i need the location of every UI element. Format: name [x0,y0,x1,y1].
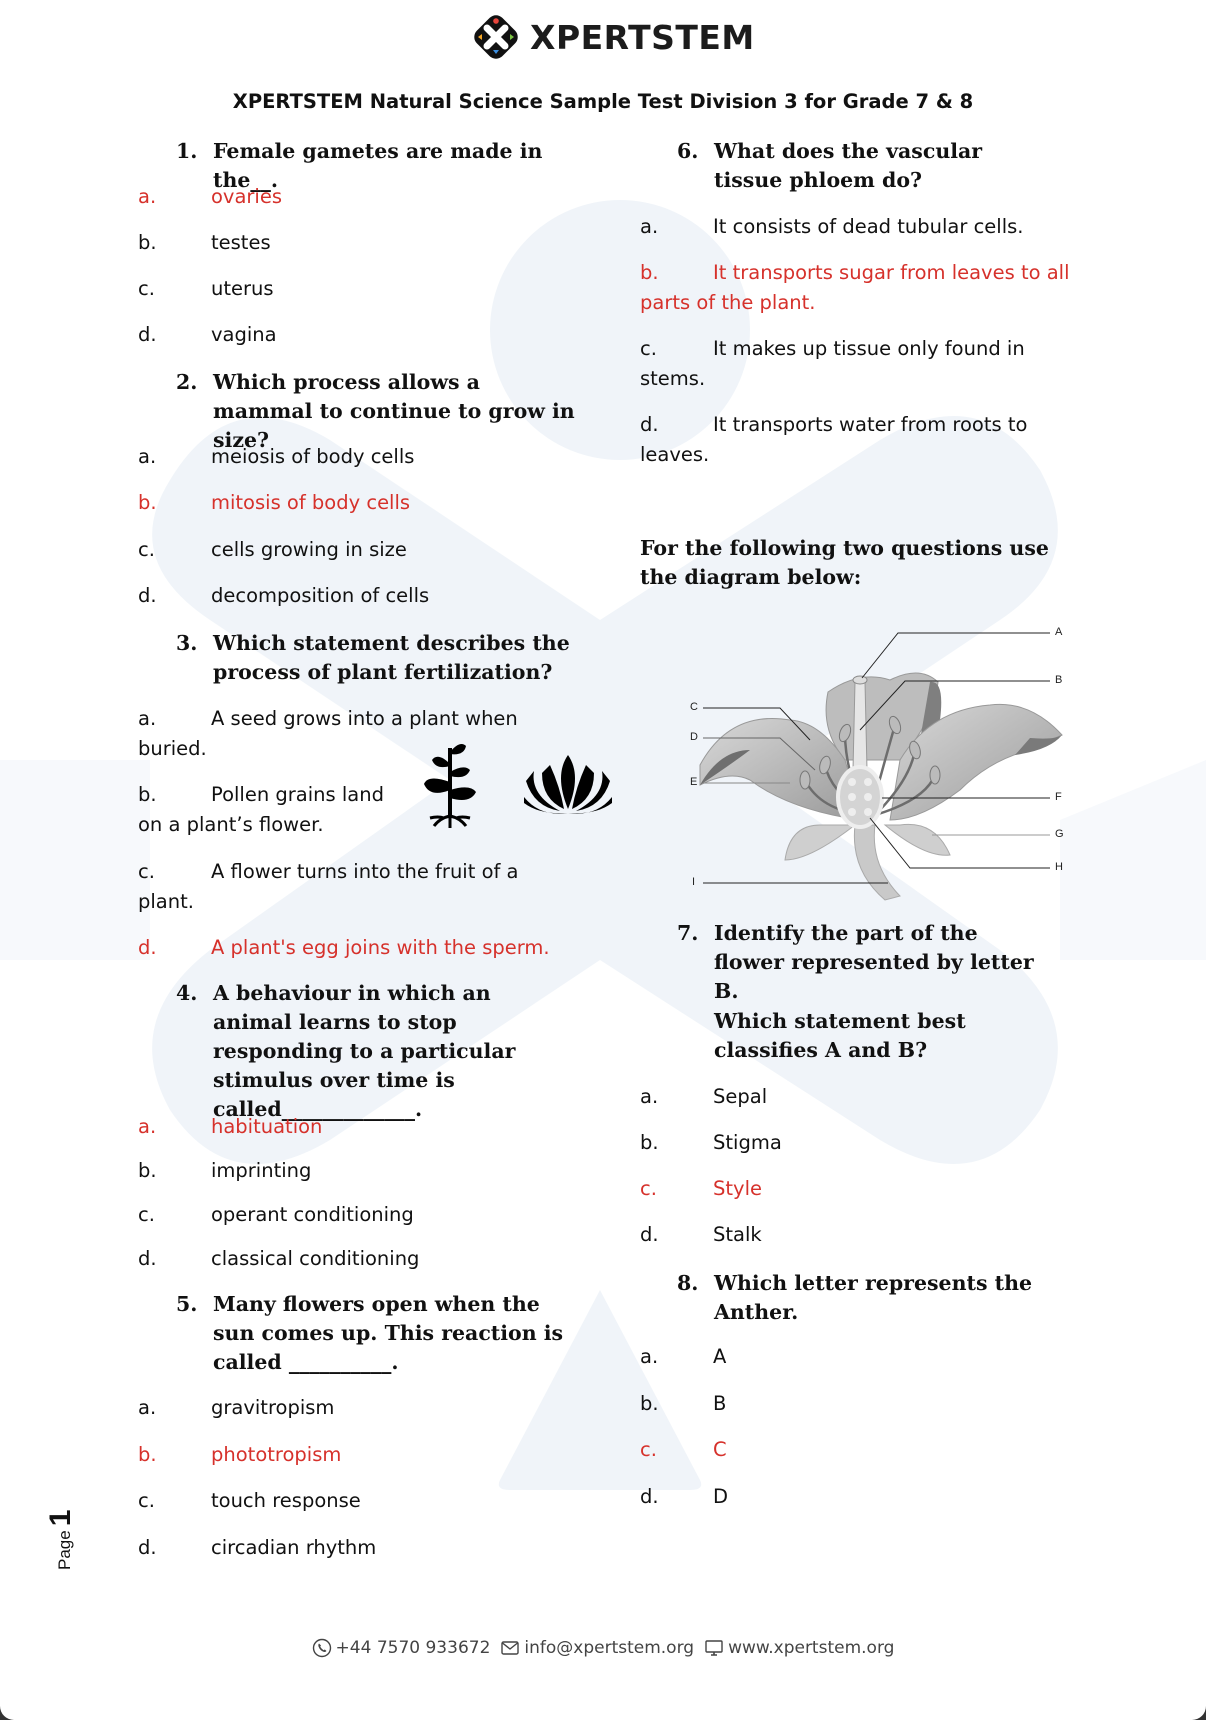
option-letter: c. [640,1177,657,1200]
diagram-label-c: C [690,701,698,713]
question-6 [677,137,1054,195]
website-link[interactable]: www.xpertstem.org [728,1638,895,1658]
option-text-continued: buried. [138,737,207,760]
question-7 [677,919,1054,1006]
answer-option[interactable] [640,1220,1080,1250]
option-letter: a. [640,1345,659,1368]
option-text: testes [211,231,271,254]
email-link[interactable]: info@xpertstem.org [524,1638,695,1658]
option-letter: c. [138,860,155,883]
question-4 [176,979,553,1124]
question-text: Identify the part of the flower represented by letter B. [714,921,1034,1003]
option-text: mitosis of body cells [211,491,411,514]
option-text: meiosis of body cells [211,445,415,468]
option-letter: b. [138,231,157,254]
option-text: D [713,1485,729,1508]
option-text-continued: on a plant’s flower. [138,813,324,836]
footer-contact [0,1638,1206,1658]
option-letter: c. [640,1438,657,1461]
option-text: touch response [211,1489,361,1512]
option-letter: d. [138,1536,157,1559]
option-text: gravitropism [211,1396,335,1419]
question-number: 5. [176,1292,198,1316]
diagram-intro: For the following two questions use the diagram below: [640,536,1049,589]
option-letter: d. [138,323,157,346]
option-letter: b. [640,1392,659,1415]
option-letter: b. [640,261,659,284]
answer-option[interactable] [138,1244,568,1274]
option-text: habituation [211,1115,323,1138]
option-text: Pollen grains land [211,783,384,806]
option-letter: d. [138,584,157,607]
option-letter: a. [138,707,157,730]
question-8 [677,1269,1034,1327]
flower-illustration [670,610,1090,910]
answer-option[interactable] [138,274,568,304]
answer-option[interactable] [138,857,568,917]
page-number-value: 1 [44,1509,77,1527]
diagram-label-f: F [1055,791,1062,803]
answer-option[interactable] [640,1435,1080,1465]
question-number: 6. [677,139,699,163]
footer-email [500,1638,694,1658]
option-text: Sepal [713,1085,768,1108]
option-letter: a. [640,1085,659,1108]
answer-option[interactable] [138,581,568,611]
phone-number[interactable]: +44 7570 933672 [335,1638,491,1658]
answer-option[interactable] [640,212,1080,242]
answer-option[interactable] [138,228,568,258]
question-text: What does the vascular tissue phloem do? [714,139,983,192]
phone-icon [312,1638,332,1658]
answer-option[interactable] [138,780,438,840]
answer-option[interactable] [640,1174,1080,1204]
option-letter: c. [138,277,155,300]
option-letter: d. [138,936,157,959]
option-letter: b. [138,491,157,514]
question-text: A behaviour in which an animal learns to stop responding to a particular stimulus over time is called_____________. [213,981,516,1121]
question-text: Many flowers open when the sun comes up. This reaction is called __________. [213,1292,564,1374]
footer-website [704,1638,894,1658]
diagram-label-e: E [690,776,698,788]
option-letter: b. [138,1443,157,1466]
option-text: It transports water from roots to [713,413,1028,436]
option-letter: c. [138,1203,155,1226]
answer-option[interactable] [138,182,568,212]
question-text: Which process allows a mammal to continue to grow in size? [213,370,575,452]
option-letter: d. [640,1485,659,1508]
option-letter: d. [640,413,659,436]
answer-option[interactable] [138,1440,568,1470]
lotus-icon [520,751,616,815]
footer-phone [312,1638,491,1658]
answer-option[interactable] [640,334,1080,394]
option-text-continued: leaves. [640,443,710,466]
option-text-continued: parts of the plant. [640,291,816,314]
diagram-label-g: G [1055,828,1064,840]
option-text: classical conditioning [211,1247,420,1270]
option-text: vagina [211,323,277,346]
option-text: A [713,1345,727,1368]
option-text: phototropism [211,1443,342,1466]
option-text: B [713,1392,727,1415]
answer-option[interactable] [640,1389,1080,1419]
question-7-subtext: Which statement best classifies A and B? [714,1009,966,1062]
answer-option[interactable] [640,1342,1080,1372]
diagram-label-d: D [690,731,698,743]
option-text: cells growing in size [211,538,407,561]
diagram-label-b: B [1055,674,1063,686]
diagram-label-h: H [1055,861,1063,873]
diagram-label-i: I [692,876,696,888]
question-number: 1. [176,139,198,163]
question-number: 3. [176,631,198,655]
answer-option[interactable] [640,258,1080,318]
answer-option[interactable] [138,1533,568,1563]
question-text: Which statement describes the process of plant fertilization? [213,631,570,684]
mail-icon [500,1638,520,1658]
option-text-continued: stems. [640,367,706,390]
diagram-label-a: A [1055,626,1063,638]
answer-option[interactable] [640,1082,1080,1112]
option-text: It consists of dead tubular cells. [713,215,1024,238]
option-text: imprinting [211,1159,312,1182]
answer-option[interactable] [138,442,568,472]
question-number: 2. [176,370,198,394]
answer-option[interactable] [138,535,568,565]
answer-option[interactable] [640,1128,1080,1158]
option-text: circadian rhythm [211,1536,377,1559]
brand-logo [470,12,755,62]
answer-option[interactable] [138,488,568,518]
option-text: A plant's egg joins with the sperm. [211,936,550,959]
option-text: uterus [211,277,274,300]
option-letter: d. [640,1223,659,1246]
question-3 [176,629,583,687]
seedling-icon [420,738,480,828]
option-text: ovaries [211,185,283,208]
question-number: 7. [677,921,699,945]
option-text: It makes up tissue only found in [713,337,1025,360]
option-text: operant conditioning [211,1203,414,1226]
option-letter: c. [138,1489,155,1512]
page-label: Page [55,1530,74,1570]
option-letter: a. [138,185,157,208]
fertilization-icons [420,738,616,828]
answer-option[interactable] [138,1393,568,1423]
option-letter: a. [138,1396,157,1419]
answer-option[interactable] [138,1112,568,1142]
option-text: C [713,1438,727,1461]
option-text: A seed grows into a plant when [211,707,518,730]
answer-option[interactable] [138,933,568,963]
option-letter: c. [138,538,155,561]
brand-name: XPERTSTEM [530,17,755,57]
question-text: Which letter represents the Anther. [714,1271,1033,1324]
option-text: Style [713,1177,762,1200]
option-text: It transports sugar from leaves to all [713,261,1070,284]
option-text: A flower turns into the fruit of a [211,860,519,883]
answer-option[interactable] [640,1482,1080,1512]
option-text: decomposition of cells [211,584,430,607]
monitor-icon [704,1638,724,1658]
question-text: Female gametes are made in the__. [213,139,543,192]
option-text: Stigma [713,1131,782,1154]
option-letter: d. [138,1247,157,1270]
question-number: 4. [176,981,198,1005]
answer-option[interactable] [138,320,568,350]
answer-option[interactable] [138,1200,568,1230]
answer-option[interactable] [138,1486,568,1516]
option-text-continued: plant. [138,890,194,913]
xpertstem-logo-icon [470,11,522,63]
option-letter: b. [138,783,157,806]
option-letter: c. [640,337,657,360]
flower-diagram [670,610,1090,910]
page-number [44,1500,104,1580]
option-letter: b. [138,1159,157,1182]
option-letter: a. [138,445,157,468]
question-5 [176,1290,573,1377]
question-number: 8. [677,1271,699,1295]
answer-option[interactable] [640,410,1080,470]
option-letter: a. [640,215,659,238]
option-letter: a. [138,1115,157,1138]
option-text: Stalk [713,1223,762,1246]
option-letter: b. [640,1131,659,1154]
answer-option[interactable] [138,1156,568,1186]
document-title: XPERTSTEM Natural Science Sample Test Division 3 for Grade 7 & 8 [232,90,974,113]
